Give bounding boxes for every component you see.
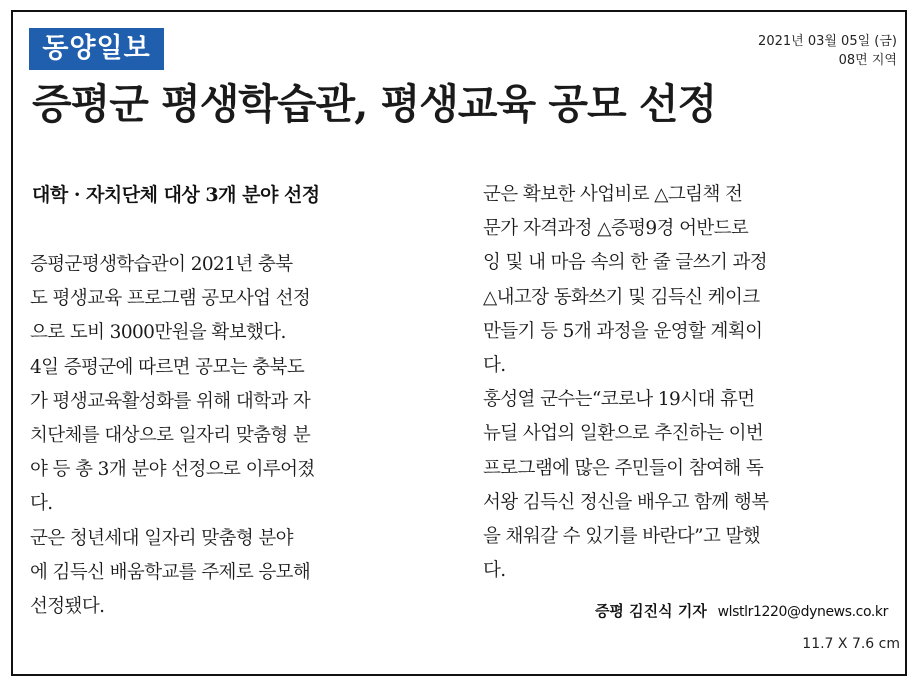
reporter-email: wlstlr1220@dynews.co.kr [717, 604, 888, 620]
body-line: 다. [483, 354, 506, 376]
body-line: 군은 청년세대 일자리 맞춤형 분야 [30, 527, 293, 549]
body-line: 에 김득신 배움학교를 주제로 응모해 [30, 561, 311, 583]
body-line: 도 평생교육 프로그램 공모사업 선정 [30, 288, 311, 310]
page-section: 08면 지역 [838, 53, 897, 68]
body-line: 4일 증평군에 따르면 공모는 충북도 [30, 356, 305, 378]
clip-size-label: 11.7 X 7.6 cm [802, 636, 900, 652]
body-line: 서왕 김득신 정신을 배우고 함께 행복 [483, 491, 769, 513]
body-line: 증평군평생학습관이 2021년 충북 [30, 254, 293, 275]
reporter-name: 증평 김진식 기자 [594, 602, 707, 620]
publication-meta [758, 32, 897, 70]
body-line: 다. [30, 493, 53, 515]
body-line: 잉 및 내 마음 속의 한 줄 글쓰기 과정 [483, 252, 768, 274]
body-line: 홍성열 군수는“코로나 19시대 휴먼 [483, 389, 755, 411]
article-body-right-column [483, 178, 893, 588]
article-headline: 증평군 평생학습관, 평생교육 공모 선정 [32, 80, 717, 128]
body-line: 을 채워갈 수 있기를 바란다”고 말했 [483, 525, 761, 547]
article-subtitle: 대학 · 자치단체 대상 3개 분야 선정 [32, 184, 320, 206]
body-line: 프로그램에 많은 주민들이 참여해 독 [483, 457, 764, 479]
publication-date: 2021년 03월 05일 (금) [758, 34, 897, 49]
newspaper-logo: 동양일보 [29, 28, 164, 70]
body-line: 문가 자격과정 △증평9경 어반드로 [483, 218, 749, 240]
body-line: 뉴딜 사업의 일환으로 추진하는 이번 [483, 423, 764, 445]
body-line: 만들기 등 5개 과정을 운영할 계획이 [483, 320, 763, 342]
article-body-left-column [30, 248, 450, 624]
body-line: △내고장 동화쓰기 및 김득신 케이크 [483, 286, 760, 308]
article-byline [595, 600, 888, 621]
body-line: 치단체를 대상으로 일자리 맞춤형 분 [30, 424, 311, 446]
body-line: 야 등 총 3개 분야 선정으로 이루어졌 [30, 459, 315, 481]
body-line: 선정됐다. [30, 595, 105, 617]
body-line: 군은 확보한 사업비로 △그림책 전 [483, 184, 743, 205]
body-line: 으로 도비 3000만원을 확보했다. [30, 322, 286, 344]
body-line: 다. [483, 560, 506, 582]
body-line: 가 평생교육활성화를 위해 대학과 자 [30, 390, 311, 412]
